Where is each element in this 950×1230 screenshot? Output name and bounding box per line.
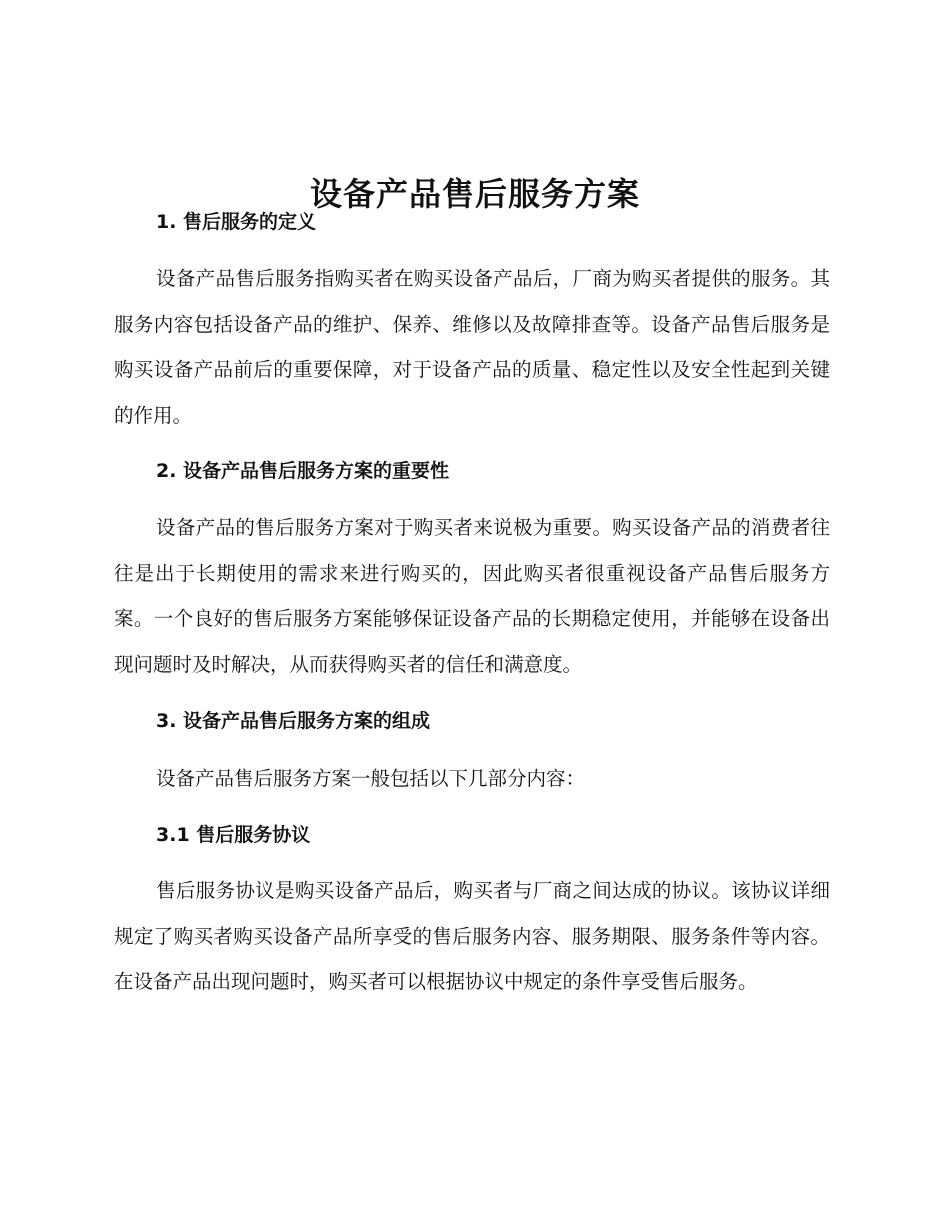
section-paragraph-2: 设备产品的售后服务方案对于购买者来说极为重要。购买设备产品的消费者往往是出于长期使用的需求来进行购买的，因此购买者很重视设备产品售后服务方案。一个良好的售后服务方案能够保证设备产品的长期稳定使用，并能够在设备出现问题时及时解决，从而获得购买者的信任和满意度。 <box>114 516 830 676</box>
section-paragraph-1: 设备产品售后服务指购买者在购买设备产品后，厂商为购买者提供的服务。其服务内容包括设备产品的维护、保养、维修以及故障排查等。设备产品售后服务是购买设备产品前后的重要保障，对于设备产品的质量、稳定性以及安全性起到关键的作用。 <box>114 267 830 427</box>
section-heading-3-1: 3.1 售后服务协议 <box>156 824 311 846</box>
section-heading-2: 2. 设备产品售后服务方案的重要性 <box>156 460 450 482</box>
section-heading-1: 1. 售后服务的定义 <box>156 211 317 233</box>
section-paragraph-3-1: 售后服务协议是购买设备产品后，购买者与厂商之间达成的协议。该协议详细规定了购买者购买设备产品所享受的售后服务内容、服务期限、服务条件等内容。在设备产品出现问题时，购买者可以根据协议中规定的条件享受售后服务。 <box>114 879 830 993</box>
document-title: 设备产品售后服务方案 <box>309 175 640 214</box>
section-paragraph-3: 设备产品售后服务方案一般包括以下几部分内容： <box>156 767 586 790</box>
section-heading-3: 3. 设备产品售后服务方案的组成 <box>156 710 431 732</box>
